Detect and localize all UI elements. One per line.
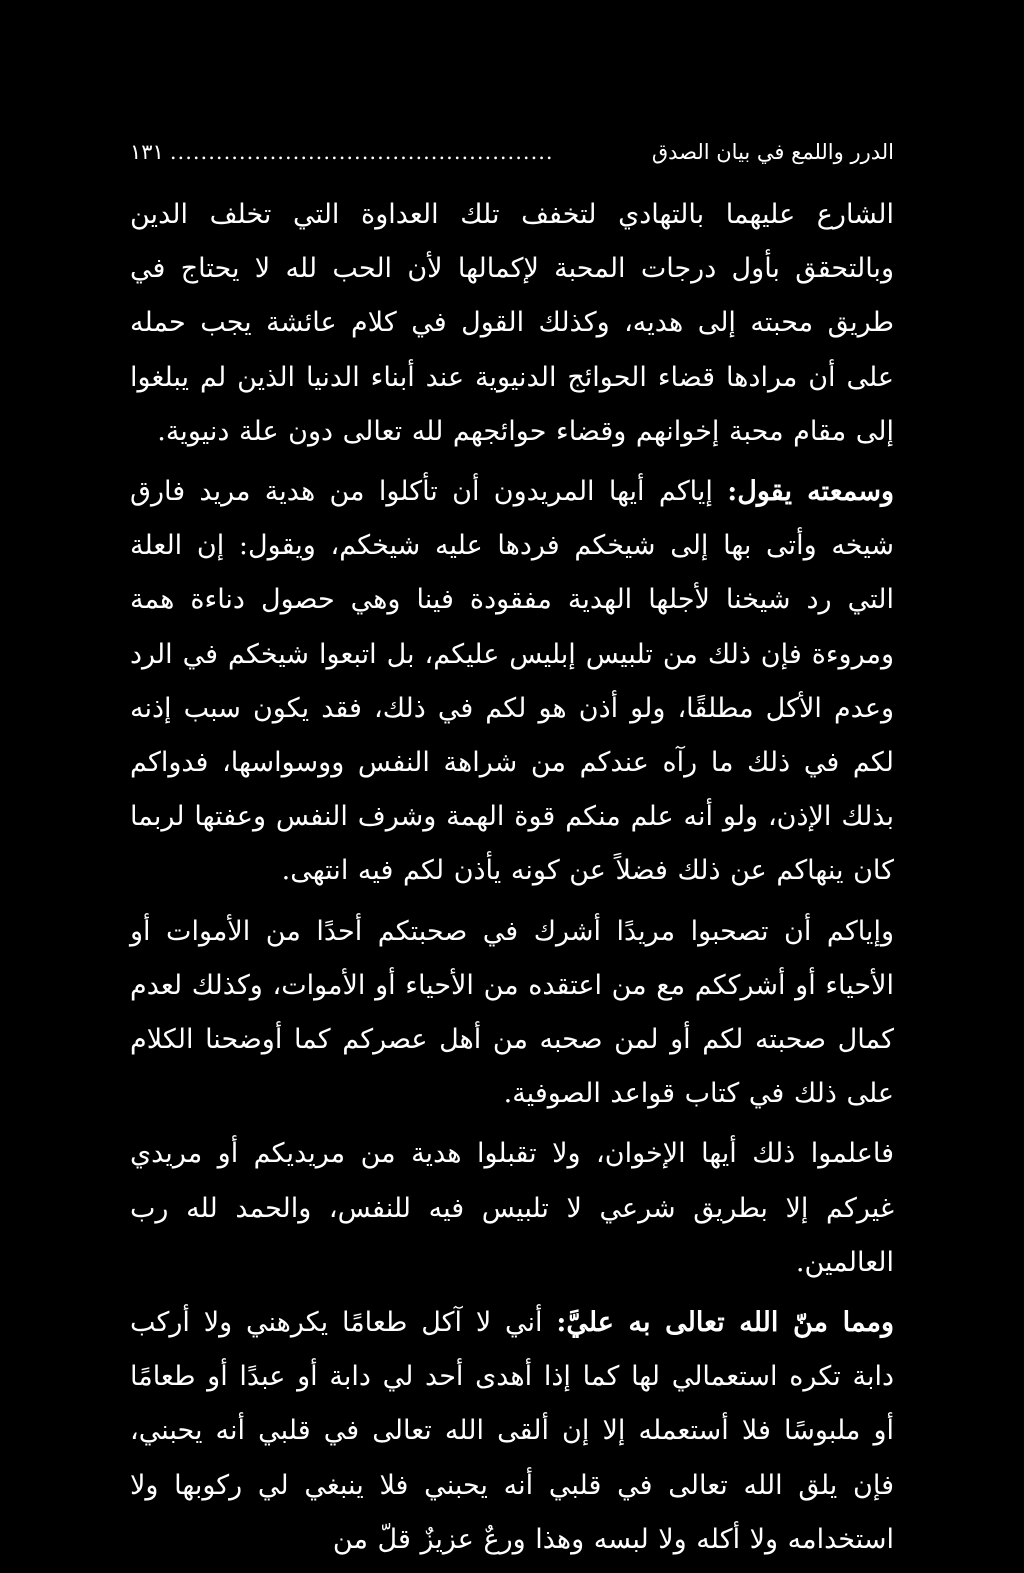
running-header [130, 132, 894, 176]
paragraph-text: وإياكم أن تصحبوا مريدًا أشرك في صحبتكم أحدًا من الأموات أو الأحياء أو أشرككم مع من اعتقده من الأحياء أو الأموات، وكذلك لعدم كمال صحبته لكم أو لمن صحبه من أهل عصركم كما أوضحنا الكلام على ذلك في كتاب قواعد الصوفية. [130, 915, 894, 1110]
book-page [130, 132, 894, 1573]
paragraph-4 [130, 1127, 894, 1290]
page-number: ١٣١ [130, 140, 164, 164]
paragraph-text: الشارع عليهما بالتهادي لتخفف تلك العداوة التي تخلف الدين وبالتحقق بأول درجات المحبة لإكمالها لأن الحب لله لا يحتاج في طريق محبته إلى هديه، وكذلك القول في كلام عائشة يجب حمله على أن مرادها قضاء الحوائج الدنيوية عند أبناء الدنيا الذين لم يبلغوا إلى مقام محبة إخوانهم وقضاء حوائجهم لله تعالى دون علة دنيوية. [130, 199, 894, 447]
paragraph-text: أني لا آكل طعامًا يكرهني ولا أركب دابة تكره استعمالي لها كما إذا أهدى أحد لي دابة أو عبدًا أو طعامًا أو ملبوسًا فلا أستعمله إلا إن ألقى الله تعالى في قلبي أنه يحبني، فإن يلق الله تعالى في قلبي أنه يحبني فلا ينبغي لي ركوبها ولا استخدامه ولا أكله ولا لبسه وهذا ورعٌ عزيزٌ قلّ من [130, 1307, 894, 1555]
paragraph-1 [130, 188, 894, 459]
leader-dots: .................................................. [169, 140, 554, 164]
paragraph-3 [130, 905, 894, 1122]
paragraph-5 [130, 1296, 894, 1567]
paragraph-lead: ومما منّ الله تعالى به عليَّ: [556, 1307, 894, 1339]
book-title: الدرر واللمع في بيان الصدق [651, 140, 894, 164]
paragraph-text: فاعلموا ذلك أيها الإخوان، ولا تقبلوا هدية من مريديكم أو مريدي غيركم إلا بطريق شرعي لا تلبيس فيه للنفس، والحمد لله رب العالمين. [130, 1138, 894, 1278]
paragraph-lead: وسمعته يقول: [727, 476, 895, 508]
paragraph-2 [130, 465, 894, 899]
paragraph-text: إياكم أيها المريدون أن تأكلوا من هدية مريد فارق شيخه وأتى بها إلى شيخكم فردها عليه شيخكم، ويقول: إن العلة التي رد شيخنا لأجلها الهدية مفقودة فينا وهي حصول دناءة همة ومروءة فإن ذلك من تلبيس إبليس عليكم، بل اتبعوا شيخكم في الرد وعدم الأكل مطلقًا، ولو أذن هو لكم في ذلك، فقد يكون سبب إذنه لكم في ذلك ما رآه عندكم من شراهة النفس ووسواسها، فدواكم بذلك الإذن، ولو أنه علم منكم قوة الهمة وشرف النفس وعفتها لربما كان ينهاكم عن ذلك فضلاً عن كونه يأذن لكم فيه انتهى. [130, 476, 894, 887]
